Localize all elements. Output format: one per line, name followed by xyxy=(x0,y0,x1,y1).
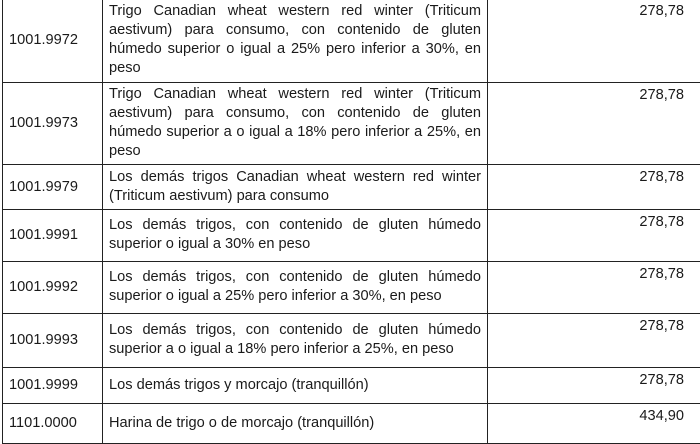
table-row xyxy=(3,0,700,83)
tariff-value: 278,78 xyxy=(488,0,700,83)
product-description: Trigo Canadian wheat western red winter (Triticum aestivum) para consumo, con contenido de gluten húmedo superior a o igual a 18% pero inferior a 25%, en peso xyxy=(103,83,488,165)
tariff-code: 1101.0000 xyxy=(3,404,103,444)
product-description: Los demás trigos, con contenido de gluten húmedo superior a o igual a 18% pero inferior a 25%, en peso xyxy=(103,314,488,368)
tariff-code: 1001.9993 xyxy=(3,314,103,368)
tariff-code: 1001.9992 xyxy=(3,262,103,314)
tariff-value: 278,78 xyxy=(488,368,700,404)
tariff-value: 278,78 xyxy=(488,210,700,262)
tariff-value: 278,78 xyxy=(488,262,700,314)
tariff-code: 1001.9991 xyxy=(3,210,103,262)
product-description: Trigo Canadian wheat western red winter (Triticum aestivum) para consumo, con contenido de gluten húmedo superior o igual a 25% pero inferior a 30%, en peso xyxy=(103,0,488,83)
table-row xyxy=(3,314,700,368)
tariff-code: 1001.9973 xyxy=(3,83,103,165)
product-description: Harina de trigo o de morcajo (tranquillón) xyxy=(103,404,488,444)
tariff-code: 1001.9999 xyxy=(3,368,103,404)
table-row xyxy=(3,83,700,165)
product-description: Los demás trigos y morcajo (tranquillón) xyxy=(103,368,488,404)
tariff-value: 278,78 xyxy=(488,314,700,368)
product-description: Los demás trigos, con contenido de gluten húmedo superior o igual a 25% pero inferior a 30%, en peso xyxy=(103,262,488,314)
table-row xyxy=(3,165,700,210)
product-description: Los demás trigos, con contenido de gluten húmedo superior o igual a 30% en peso xyxy=(103,210,488,262)
product-description: Los demás trigos Canadian wheat western red winter (Triticum aestivum) para consumo xyxy=(103,165,488,210)
tariff-code: 1001.9979 xyxy=(3,165,103,210)
table-row xyxy=(3,210,700,262)
tariff-value: 434,90 xyxy=(488,404,700,444)
tariff-code: 1001.9972 xyxy=(3,0,103,83)
tariff-value: 278,78 xyxy=(488,165,700,210)
table-row xyxy=(3,262,700,314)
tariff-value: 278,78 xyxy=(488,83,700,165)
table-row xyxy=(3,368,700,404)
tariff-table xyxy=(2,0,700,444)
